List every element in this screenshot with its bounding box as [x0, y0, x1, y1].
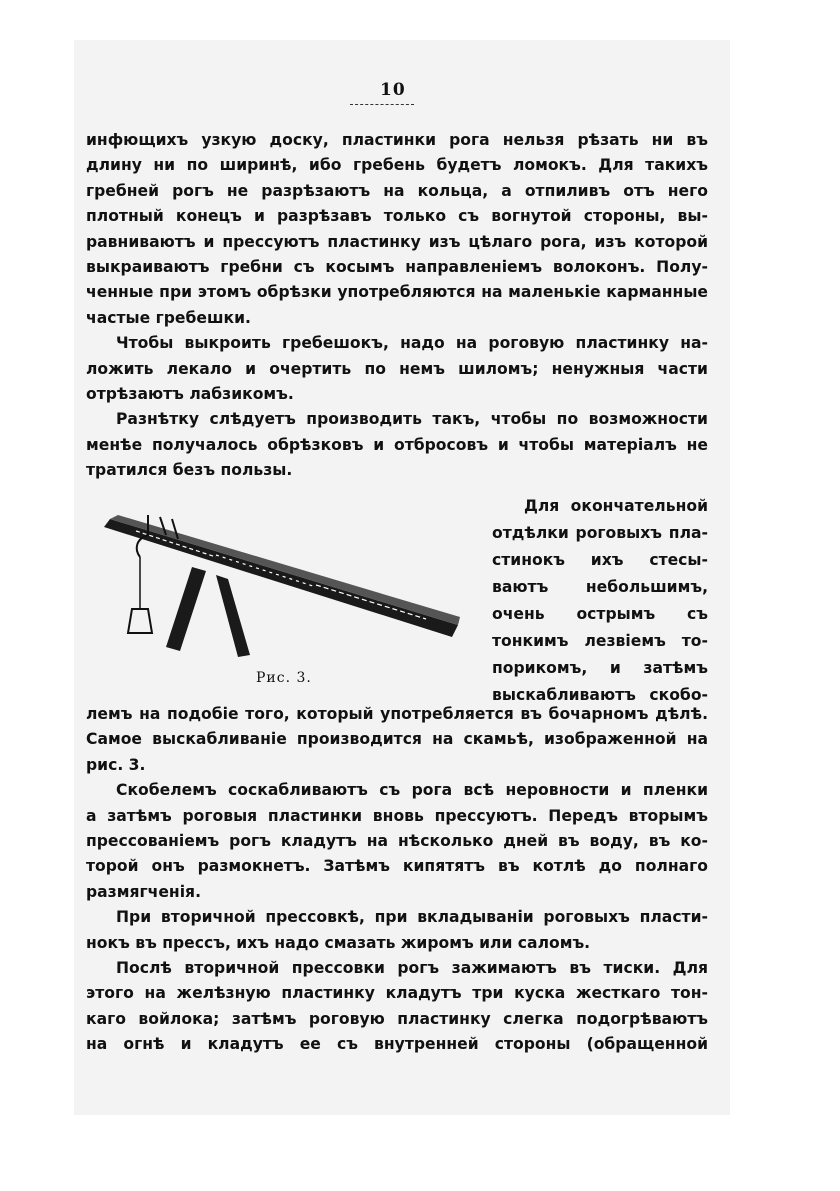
text-line: тонкимъ лезвіемъ то- [492, 632, 708, 650]
text-line: тратился безъ пользы. [86, 461, 293, 480]
text-line: порикомъ, и затѣмъ [492, 659, 708, 677]
text-line: Для окончательной [524, 497, 708, 515]
text-line: частые гребешки. [86, 308, 251, 327]
text-line: ченные при этомъ обрѣзки употребляются на маленькіе карманные [86, 283, 708, 302]
text-line: При вторичной прессовкѣ, при вкладываніи роговыхъ пласти- [116, 908, 708, 927]
text-line: стинокъ ихъ стесы- [492, 551, 708, 569]
text-block-top [86, 128, 708, 483]
text-line: равниваютъ и прессуютъ пластинку изъ цѣлаго рога, изъ которой [86, 232, 708, 251]
text-line: Чтобы выкроить гребешокъ, надо на роговую пластинку на- [116, 334, 708, 353]
text-line: каго войлока; затѣмъ роговую пластинку слегка подогрѣваютъ [86, 1009, 708, 1028]
figure-scraping-bench [96, 505, 466, 677]
text-line: ваютъ небольшимъ, [492, 578, 708, 596]
text-block-side [492, 493, 708, 709]
text-line: на огнѣ и кладутъ ее съ внутренней стороны (обращенной [86, 1035, 708, 1054]
text-line: Послѣ вторичной прессовки рогъ зажимаютъ въ тиски. Для [116, 958, 708, 977]
text-line: отрѣзаютъ лабзикомъ. [86, 384, 294, 403]
text-line: Скобелемъ соскабливаютъ съ рога всѣ неровности и пленки [116, 781, 708, 800]
text-line: очень острымъ съ [492, 605, 708, 623]
text-line: этого на желѣзную пластинку кладутъ три куска жесткаго тон- [86, 984, 708, 1003]
text-line: инфющихъ узкую доску, пластинки рога нельзя рѣзать ни въ [86, 131, 708, 149]
text-line: менѣе получалось обрѣзковъ и отбросовъ и чтобы матеріалъ не [86, 435, 708, 454]
text-line: длину ни по ширинѣ, ибо гребень будетъ ломокъ. Для такихъ [86, 156, 708, 175]
page-number-rule [350, 104, 414, 105]
text-line: ложить лекало и очертить по немъ шиломъ; ненужныя части [86, 359, 708, 378]
text-line: прессованіемъ рогъ кладутъ на нѣсколько дней въ воду, въ ко- [86, 831, 708, 850]
text-line: размягченія. [86, 882, 201, 901]
text-line: выкраиваютъ гребни съ косымъ направленіемъ волоконъ. Полу- [86, 257, 708, 276]
text-line: лемъ на подобіе того, который употребляется въ бочарномъ дѣлѣ. [86, 705, 708, 723]
text-line: торой онъ размокнетъ. Затѣмъ кипятятъ въ котлѣ до полнаго [86, 857, 708, 876]
page-number: 10 [380, 80, 406, 100]
figure-caption: Рис. 3. [256, 670, 312, 686]
text-line: выскабливаютъ скобо- [492, 686, 708, 704]
text-line: рис. 3. [86, 755, 146, 774]
text-block-bottom [86, 702, 708, 1057]
text-line: Разнѣтку слѣдуетъ производить такъ, чтобы по возможности [116, 410, 708, 429]
text-line: отдѣлки роговыхъ пла- [492, 524, 708, 542]
text-line: а затѣмъ роговыя пластинки вновь прессуютъ. Передъ вторымъ [86, 806, 708, 825]
text-line: нокъ въ прессъ, ихъ надо смазать жиромъ или саломъ. [86, 933, 591, 952]
text-line: плотный конецъ и разрѣзавъ только съ вогнутой стороны, вы- [86, 207, 708, 226]
text-line: Самое выскабливаніе производится на скамьѣ, изображенной на [86, 730, 708, 749]
text-line: гребней рогъ не разрѣзаютъ на кольца, а отпиливъ отъ него [86, 181, 708, 200]
